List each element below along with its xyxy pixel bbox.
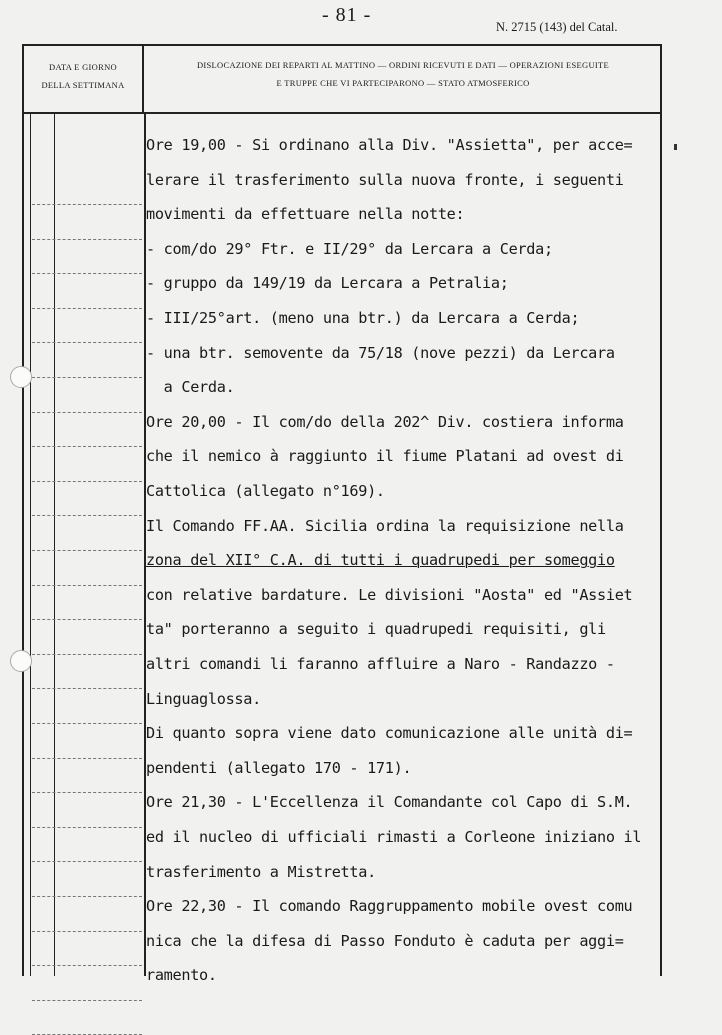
date-rule-line (32, 377, 142, 378)
typed-line: Di quanto sopra viene dato comunicazione alle unità di= (146, 724, 633, 743)
date-rule-line (32, 585, 142, 586)
date-rule-line (32, 758, 142, 759)
date-rule-line (32, 273, 142, 274)
typed-line: Ore 20,00 - Il com/do della 202^ Div. costiera informa (146, 412, 624, 431)
typed-line: zona del XII° C.A. di tutti i quadrupedi per someggio (146, 551, 615, 570)
binder-hole-upper (10, 366, 32, 388)
binder-hole-lower (10, 650, 32, 672)
typed-line: ta" porteranno a seguito i quadrupedi requisiti, gli (146, 620, 606, 639)
typed-line: che il nemico à raggiunto il fiume Platani ad ovest di (146, 447, 624, 466)
typed-line: lerare il trasferimento sulla nuova fronte, i seguenti (146, 170, 624, 189)
date-rule-line (32, 515, 142, 516)
margin-mark (674, 144, 677, 150)
date-rule-line (32, 204, 142, 205)
date-rule-line (32, 896, 142, 897)
typed-line: - com/do 29° Ftr. e II/29° da Lercara a Cerda; (146, 239, 553, 258)
date-rule-line (32, 688, 142, 689)
typed-line: - una btr. semovente da 75/18 (nove pezzi) da Lercara (146, 343, 615, 362)
typed-line: Il Comando FF.AA. Sicilia ordina la requisizione nella (146, 516, 624, 535)
date-rule-line (32, 550, 142, 551)
date-header-line-2: DELLA SETTIMANA (41, 80, 125, 90)
typed-line: movimenti da effettuare nella notte: (146, 205, 465, 224)
date-rule-line (32, 308, 142, 309)
typed-line: trasferimento a Mistretta. (146, 862, 376, 881)
typed-line: altri comandi li faranno affluire a Naro - Randazzo - (146, 655, 615, 673)
page-number: - 81 - (322, 4, 372, 26)
typed-line: - gruppo da 149/19 da Lercara a Petralia; (146, 274, 509, 293)
typed-line: pendenti (allegato 170 - 171). (146, 758, 412, 777)
typed-line: Ore 21,30 - L'Eccellenza il Comandante col Capo di S.M. (146, 793, 633, 812)
date-rule-line (32, 1000, 142, 1001)
typed-line: a Cerda. (146, 378, 235, 397)
date-rule-line (32, 723, 142, 724)
typed-line: Cattolica (allegato n°169). (146, 482, 385, 500)
date-rule-line (32, 481, 142, 482)
typed-line: con relative bardature. Le divisioni "Aosta" ed "Assiet (146, 585, 633, 604)
date-rule-line (32, 861, 142, 862)
catalog-reference: N. 2715 (143) del Catal. (496, 20, 618, 34)
date-rule-line (32, 619, 142, 620)
typed-line: Ore 19,00 - Si ordinano alla Div. "Assietta", per acce= (146, 136, 633, 154)
date-rule-line (32, 446, 142, 447)
date-rule-line (32, 239, 142, 240)
date-rule-line (32, 931, 142, 932)
date-rule-line (32, 792, 142, 793)
column-rule-outer (30, 112, 31, 976)
typed-line: ed il nucleo di ufficiali rimasti a Corleone iniziano il (146, 828, 642, 846)
table-header (24, 46, 660, 114)
date-column-header (24, 46, 144, 112)
typed-line: - III/25°art. (meno una btr.) da Lercara a Cerda; (146, 309, 580, 327)
operations-header-line-1: DISLOCAZIONE DEI REPARTI AL MATTINO — ORDINI RICEVUTI E DATI — OPERAZIONI ESEGUITE (196, 60, 610, 70)
date-header-line-1: DATA E GIORNO (49, 62, 117, 72)
date-rule-line (32, 342, 142, 343)
typed-line: Ore 22,30 - Il comando Raggruppamento mobile ovest comu (146, 897, 633, 916)
date-rule-line (32, 827, 142, 828)
date-rule-line (32, 654, 142, 655)
typed-line: Linguaglossa. (146, 689, 261, 708)
column-rule-inner (54, 112, 55, 976)
typed-line: nica che la difesa di Passo Fonduto è caduta per aggi= (146, 931, 624, 950)
date-rule-line (32, 965, 142, 966)
date-rule-line (32, 412, 142, 413)
operations-header-line-2: E TRUPPE CHE VI PARTECIPARONO — STATO ATMOSFERICO (276, 78, 530, 88)
operations-column-header (146, 46, 660, 112)
typed-line: ramento. (146, 966, 217, 985)
